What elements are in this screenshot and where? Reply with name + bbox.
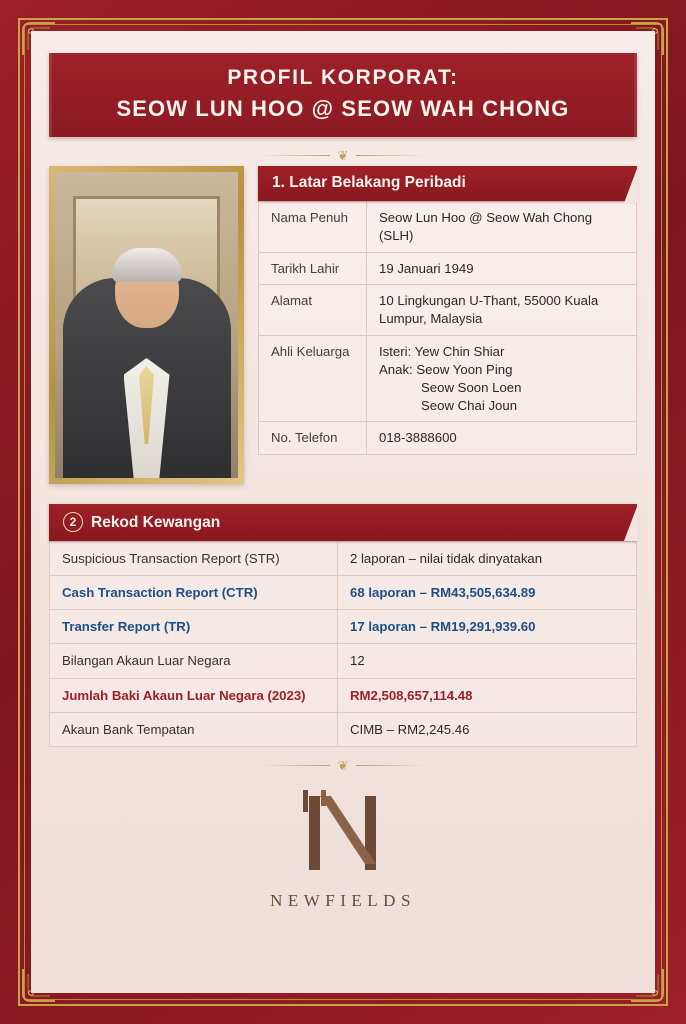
family-spouse: Isteri: Yew Chin Shiar — [379, 344, 505, 360]
row-label: Suspicious Transaction Report (STR) — [50, 542, 338, 576]
subject-hair — [112, 248, 182, 282]
newfields-logo-icon — [295, 790, 391, 876]
row-label: Bilangan Akaun Luar Negara — [50, 644, 338, 678]
row-label: Cash Transaction Report (CTR) — [50, 576, 338, 610]
ornament-divider-bottom — [31, 759, 655, 772]
table-row — [259, 336, 637, 422]
section-personal-background — [258, 166, 637, 484]
section2-heading — [49, 504, 637, 541]
row-label: Ahli Keluarga — [259, 336, 367, 422]
personal-details-table — [258, 201, 637, 455]
row-label: Akaun Bank Tempatan — [50, 712, 338, 746]
portrait-photo — [55, 172, 238, 478]
row-label: Tarikh Lahir — [259, 252, 367, 285]
section2-number-badge: 2 — [63, 512, 83, 532]
row-value: Seow Lun Hoo @ Seow Wah Chong (SLH) — [367, 202, 637, 253]
document-page — [31, 31, 655, 993]
row-label: No. Telefon — [259, 422, 367, 455]
page-title-line1: PROFIL KORPORAT: — [227, 66, 459, 89]
row-value: 19 Januari 1949 — [367, 252, 637, 285]
page-title-line2: SEOW LUN HOO @ SEOW WAH CHONG — [116, 96, 570, 121]
table-row — [259, 202, 637, 253]
financial-records-table — [49, 541, 637, 747]
row-value: 12 — [338, 644, 637, 678]
divider-line-left — [260, 765, 330, 766]
family-child-1: Anak: Seow Yoon Ping — [379, 361, 513, 377]
row-value: 2 laporan – nilai tidak dinyatakan — [338, 542, 637, 576]
section1-heading: 1. Latar Belakang Peribadi — [258, 166, 637, 201]
row-label: Jumlah Baki Akaun Luar Negara (2023) — [50, 678, 338, 712]
section-financial-records — [49, 504, 637, 747]
row-value: 10 Lingkungan U-Thant, 55000 Kuala Lumpur, Malaysia — [367, 285, 637, 336]
family-child-3: Seow Chai Joun — [421, 397, 518, 413]
row-label: Alamat — [259, 285, 367, 336]
table-row — [50, 610, 637, 644]
divider-line-right — [356, 765, 426, 766]
table-row — [50, 644, 637, 678]
row-value: 17 laporan – RM19,291,939.60 — [338, 610, 637, 644]
row-value: 68 laporan – RM43,505,634.89 — [338, 576, 637, 610]
table-row — [50, 542, 637, 576]
flourish-icon: ❦ — [337, 757, 349, 773]
table-row — [50, 576, 637, 610]
flourish-icon: ❦ — [337, 148, 349, 163]
table-row — [50, 712, 637, 746]
row-label: Transfer Report (TR) — [50, 610, 338, 644]
row-value: RM2,508,657,114.48 — [338, 678, 637, 712]
table-row — [259, 422, 637, 455]
row-label: Nama Penuh — [259, 202, 367, 253]
page-title — [49, 53, 637, 137]
profile-top-row — [49, 166, 637, 484]
table-row — [50, 678, 637, 712]
table-row — [259, 285, 637, 336]
table-row — [259, 252, 637, 285]
row-value: 018-3888600 — [367, 422, 637, 455]
newfields-wordmark: NEWFIELDS — [270, 890, 416, 910]
portrait-frame — [49, 166, 244, 484]
row-value — [367, 336, 637, 422]
divider-line-right — [356, 155, 426, 156]
family-child-2: Seow Soon Loen — [421, 379, 522, 395]
section2-heading-label: Rekod Kewangan — [91, 514, 221, 531]
row-value: CIMB – RM2,245.46 — [338, 712, 637, 746]
divider-line-left — [260, 155, 330, 156]
brand-footer — [31, 790, 655, 911]
ornament-divider-top — [31, 149, 655, 162]
